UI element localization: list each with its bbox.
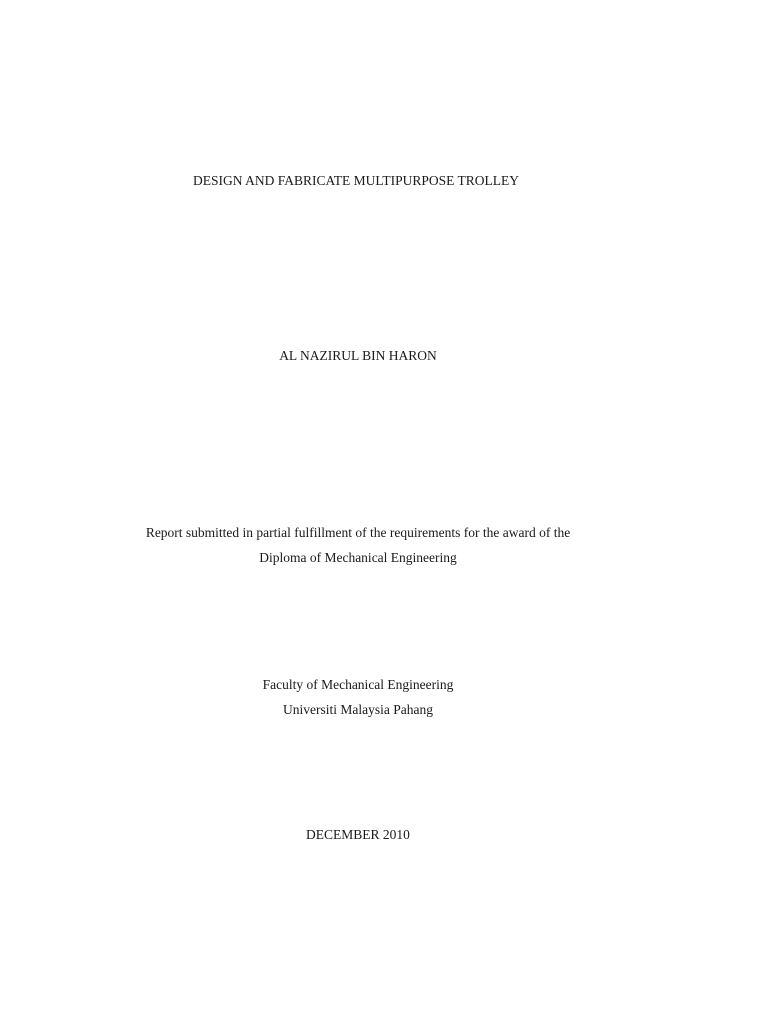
submission-statement-line-1: Report submitted in partial fulfillment of the requirements for the award of the xyxy=(145,525,571,540)
submission-date: DECEMBER 2010 xyxy=(306,827,410,842)
university-name: Universiti Malaysia Pahang xyxy=(283,702,433,717)
submission-statement-line-2: Diploma of Mechanical Engineering xyxy=(259,550,457,565)
faculty-name: Faculty of Mechanical Engineering xyxy=(262,677,454,692)
author-name: AL NAZIRUL BIN HARON xyxy=(279,348,437,363)
document-title: DESIGN AND FABRICATE MULTIPURPOSE TROLLEY xyxy=(192,173,520,188)
